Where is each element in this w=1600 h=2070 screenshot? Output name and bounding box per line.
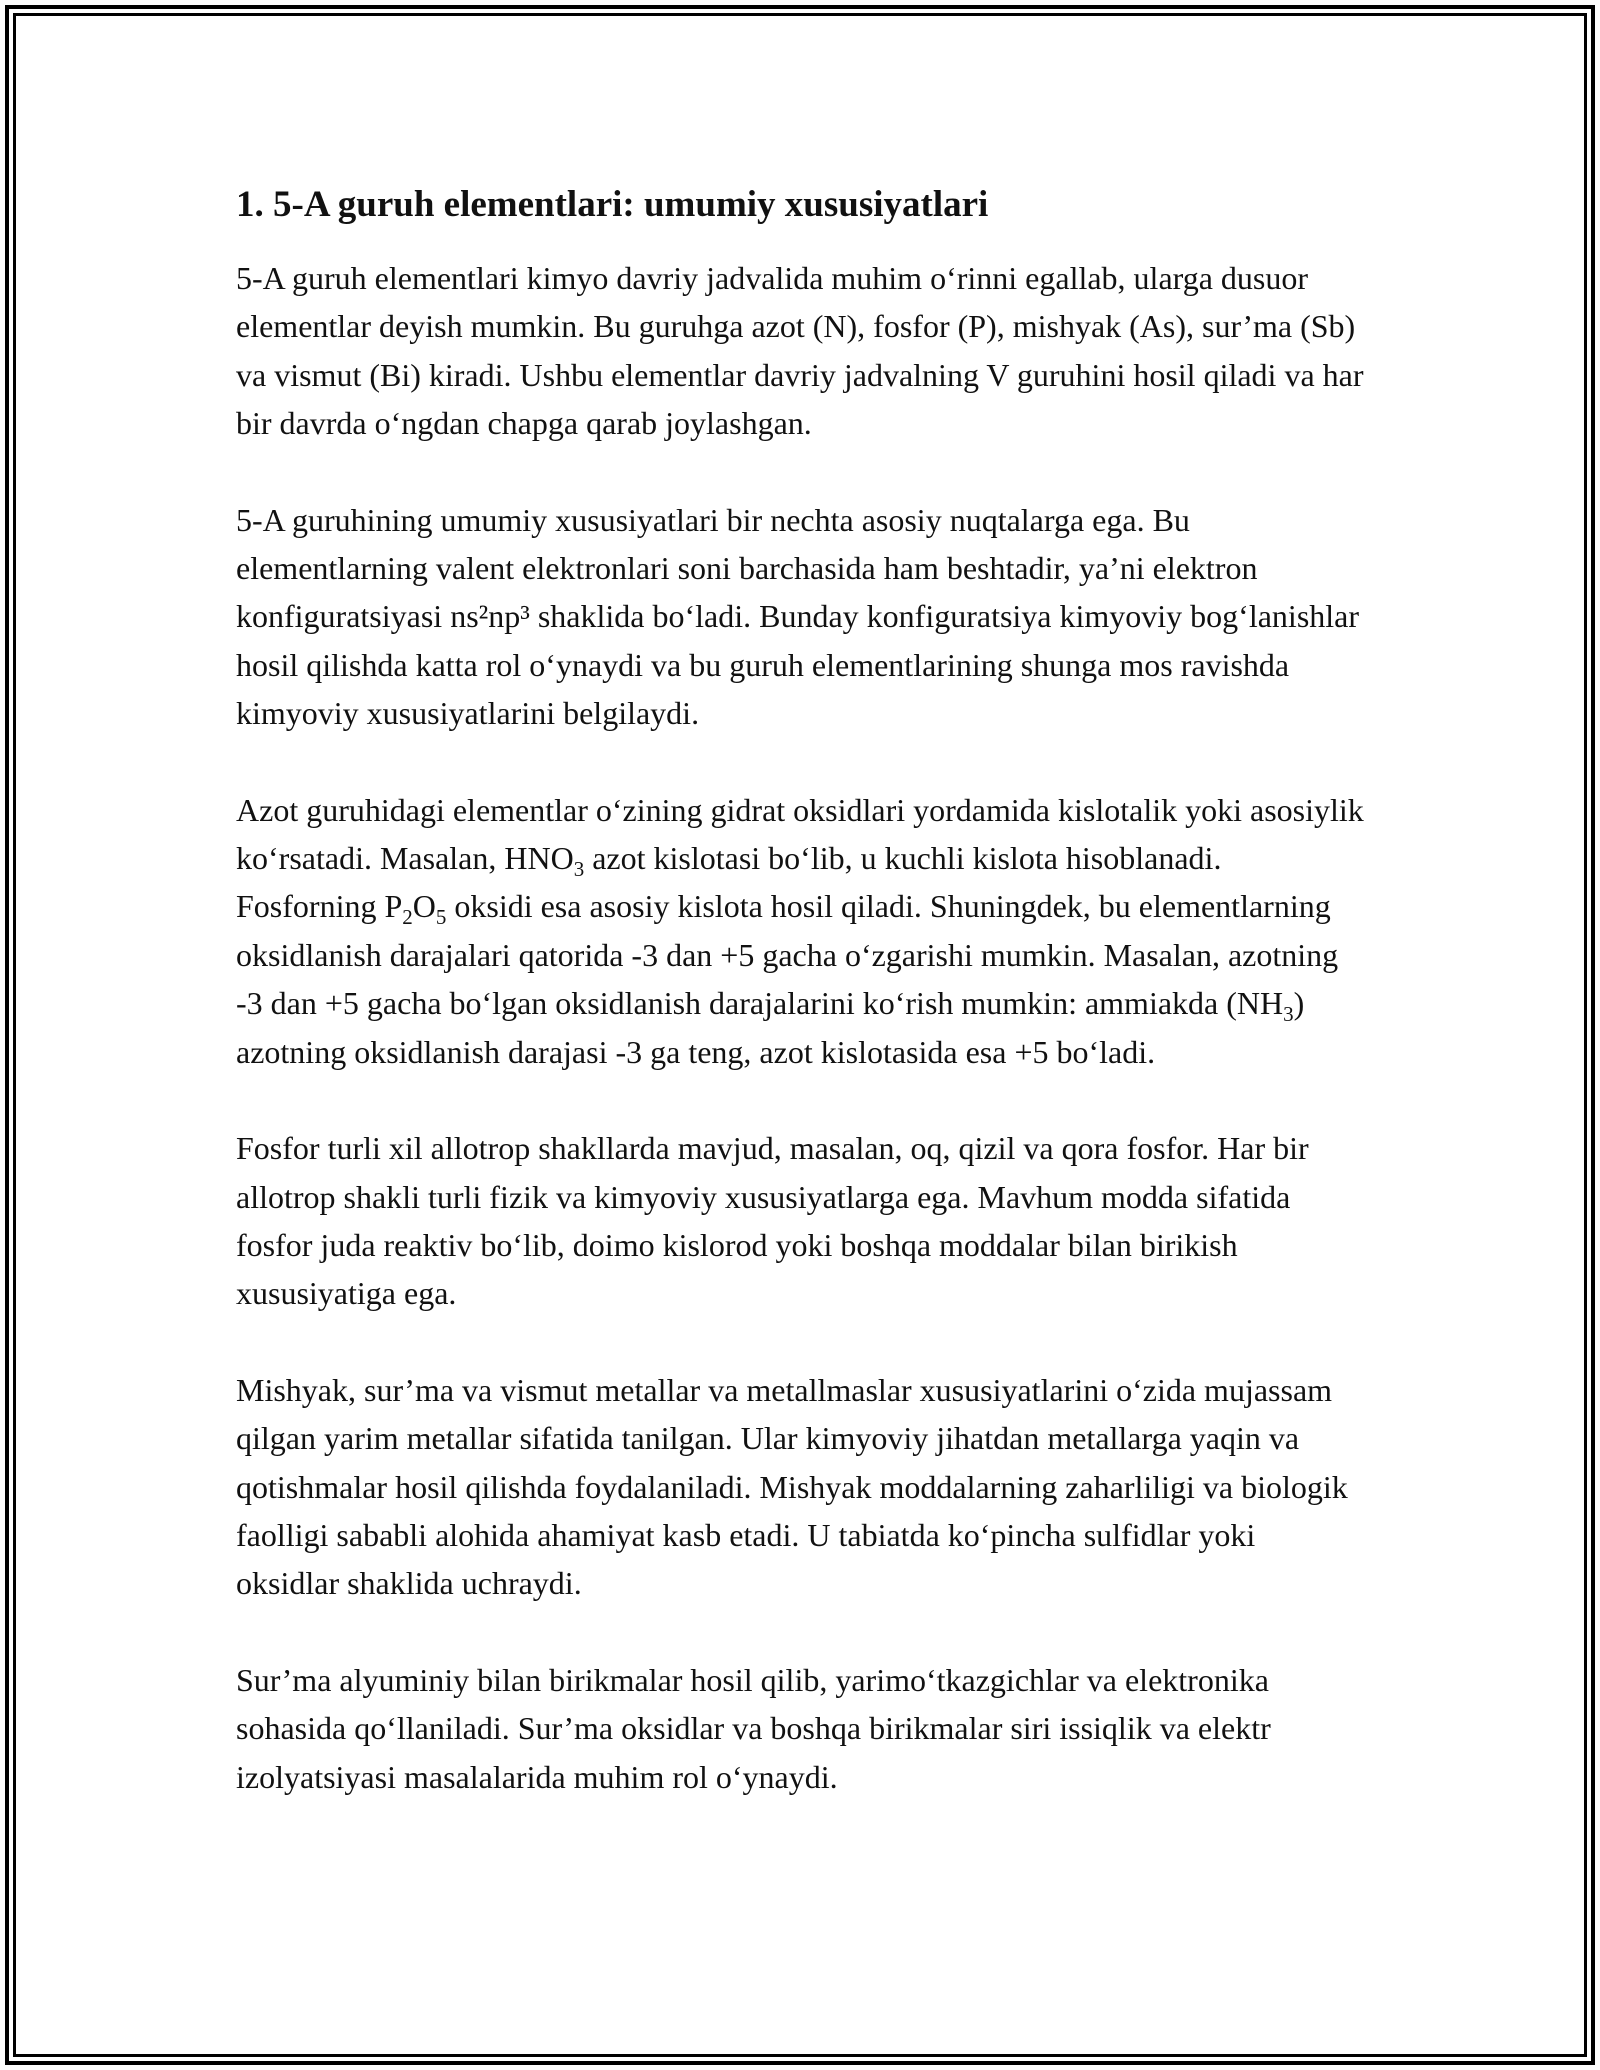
subscript: 2 [402, 905, 413, 930]
subscript: 3 [573, 857, 585, 882]
text-run: oksidi esa asosiy kislota hosil qiladi. Shuningdek, bu elementlarning oksidlanish darajalari qatorida -3 dan +5 gacha o‘zgarishi mumkin. Masalan, azotning -3 dan +5 gacha bo‘lgan oksidlanish darajalarini ko‘rish mumkin: ammiakda (NH [236, 888, 1339, 1022]
text-run: Azot guruhidagi elementlar o‘zining gidrat oksidlari yordamida kislotalik yoki asosiylik ko‘rsatadi. Masalan, HNO [236, 791, 1364, 877]
subscript: 3 [1283, 1002, 1294, 1027]
text-run: azot kislotasi bo‘lib, u kuchli kislota hisoblanadi. Fosforning P [236, 840, 1222, 925]
paragraph-antimony: Sur’ma alyuminiy bilan birikmalar hosil qilib, yarimo‘tkazgichlar va elektronika sohasida qo‘llaniladi. Sur’ma oksidlar va boshqa birikmalar siri issiqlik va elektr izolyatsiyasi masalalarida muhim rol o‘ynaydi. [236, 1661, 1271, 1795]
document-body [236, 183, 1366, 1849]
paragraph-phosphorus-allotropes: Fosfor turli xil allotrop shakllarda mavjud, masalan, oq, qizil va qora fosfor. Har bir allotrop shakli turli fizik va kimyoviy xususiyatlarga ega. Mavhum modda sifatida fosfor juda reaktiv bo‘lib, doimo kislorod yoki boshqa moddalar bilan birikish xususiyatiga ega. [236, 1130, 1309, 1312]
subscript: 5 [435, 905, 447, 930]
text-run: O [412, 888, 436, 925]
text-run: ) azotning oksidlanish darajasi -3 ga teng, azot kislotasida esa +5 bo‘ladi. [236, 985, 1305, 1070]
paragraph-group-overview: 5-A guruh elementlari kimyo davriy jadvalida muhim o‘rinni egallab, ularga dusuor elementlar deyish mumkin. Bu guruhga azot (N), fosfor (P), mishyak (As), sur’ma (Sb) va vismut (Bi) kiradi. Ushbu elementlar davriy jadvalning V guruhini hosil qiladi va har bir davrda o‘ngdan chapga qarab joylashgan. [236, 260, 1364, 442]
paragraph-oxides-acidity [236, 786, 1366, 1076]
paragraph-general-properties: 5-A guruhining umumiy xususiyatlari bir nechta asosiy nuqtalarga ega. Bu elementlarning valent elektronlari soni barchasida ham beshtadir, ya’ni elektron konfiguratsiyasi ns²np³ shaklida bo‘ladi. Bunday konfiguratsiya kimyoviy bog‘lanishlar hosil qilishda katta rol o‘ynaydi va bu guruh elementlarining shunga mos ravishda kimyoviy xususiyatlarini belgilaydi. [236, 501, 1360, 732]
paragraph-metalloids: Mishyak, sur’ma va vismut metallar va metallmaslar xususiyatlarini o‘zida mujassam qilgan yarim metallar sifatida tanilgan. Ular kimyoviy jihatdan metallarga yaqin va qotishmalar hosil qilishda foydalaniladi. Mishyak moddalarning zaharliligi va biologik faolligi sababli alohida ahamiyat kasb etadi. U tabiatda ko‘pincha sulfidlar yoki oksidlar shaklida uchraydi. [236, 1371, 1348, 1602]
section-heading: 1. 5-A guruh elementlari: umumiy xususiyatlari [236, 184, 989, 225]
